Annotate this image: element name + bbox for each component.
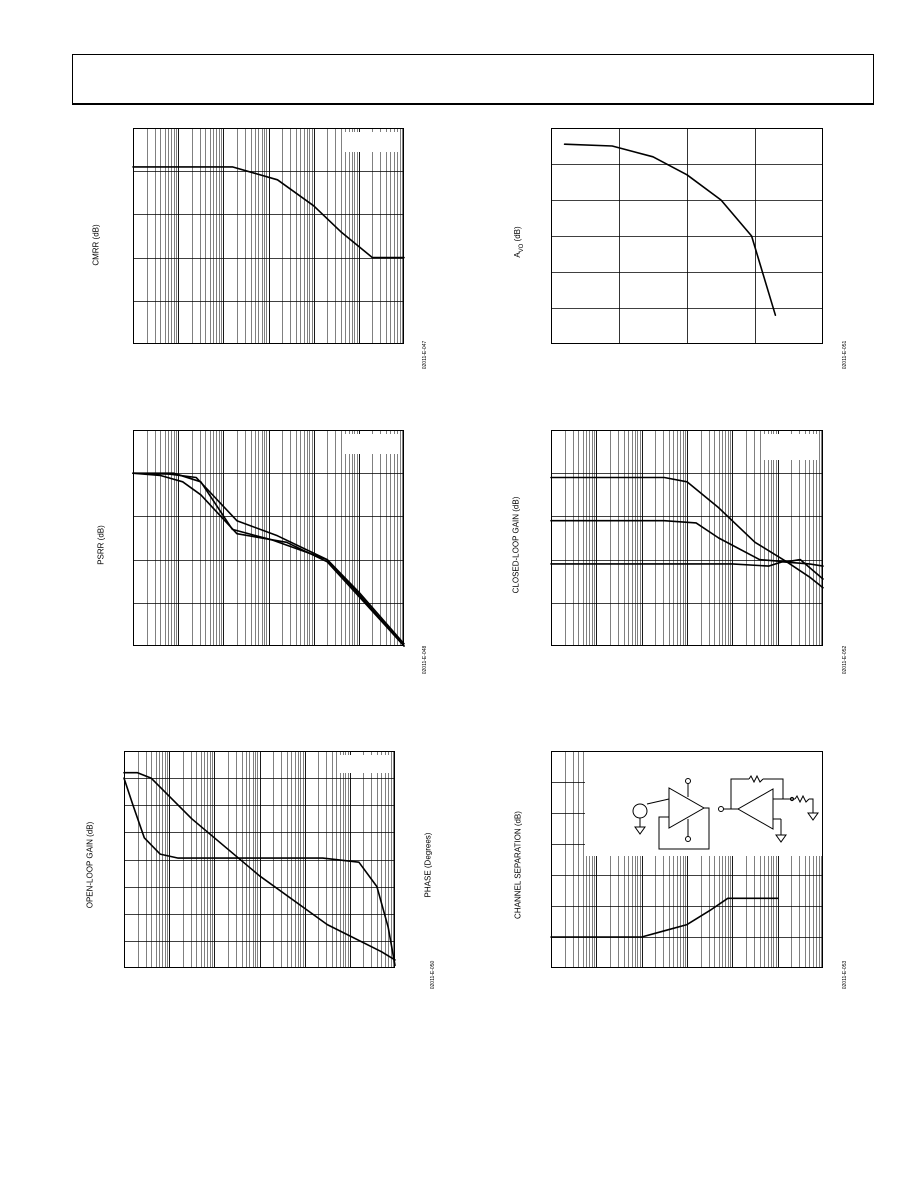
plot-frame (125, 752, 395, 968)
avo-y-axis-label-tail: (dB) (513, 226, 523, 244)
avo-plot (551, 128, 823, 344)
series-line-2 (133, 473, 404, 644)
cmrr-plot (133, 128, 404, 344)
olg-chart-svg (124, 751, 395, 968)
series-line-3 (551, 562, 823, 566)
chsep-chart-svg (551, 751, 823, 968)
plot-frame (552, 431, 823, 646)
legend-blank-area (344, 132, 399, 152)
avo-y-axis-label (513, 226, 525, 257)
series-line-1 (551, 478, 823, 588)
avo-y-axis-label-sub: VO (518, 243, 525, 253)
psrr-figure-number: 02011-E-048 (422, 645, 428, 675)
olg-plot (124, 751, 395, 968)
avo-chart-svg (551, 128, 823, 344)
plot-frame (552, 129, 823, 344)
clg-y-axis-label: CLOSED-LOOP GAIN (dB) (511, 496, 521, 594)
series-line-1 (133, 167, 404, 258)
legend-blank-area (337, 755, 389, 773)
chsep-y-axis-label: CHANNEL SEPARATION (dB) (513, 811, 523, 919)
plot-frame (134, 129, 404, 344)
series-line-1 (565, 144, 776, 315)
chsep-figure-number: 02011-E-053 (842, 960, 848, 990)
series-line-2 (551, 521, 823, 579)
page-header-box (72, 54, 874, 105)
cmrr-chart-svg (133, 128, 404, 344)
legend-blank-area (763, 434, 818, 460)
schematic-inset-area (585, 752, 822, 856)
clg-chart-svg (551, 430, 823, 646)
chsep-plot (551, 751, 823, 968)
olg-phase-axis-label: PHASE (Degrees) (423, 832, 433, 898)
psrr-plot (133, 430, 404, 646)
avo-y-axis-label-main: A (513, 252, 523, 258)
series-line-1 (551, 898, 778, 937)
clg-plot (551, 430, 823, 646)
cmrr-y-axis-label: CMRR (dB) (91, 224, 101, 266)
legend-blank-area (344, 434, 399, 454)
cmrr-figure-number: 02011-E-047 (422, 340, 428, 370)
series-line-1 (124, 773, 395, 960)
series-line-2 (124, 778, 395, 965)
psrr-y-axis-label: PSRR (dB) (96, 525, 106, 565)
psrr-chart-svg (133, 430, 404, 646)
olg-y-axis-label: OPEN-LOOP GAIN (dB) (85, 821, 95, 909)
avo-figure-number: 02011-E-051 (842, 340, 848, 370)
clg-figure-number: 02011-E-052 (842, 645, 848, 675)
series-line-1 (133, 473, 404, 646)
plot-frame (134, 431, 404, 646)
olg-figure-number: 02011-E-050 (430, 960, 436, 990)
series-line-3 (133, 473, 404, 646)
